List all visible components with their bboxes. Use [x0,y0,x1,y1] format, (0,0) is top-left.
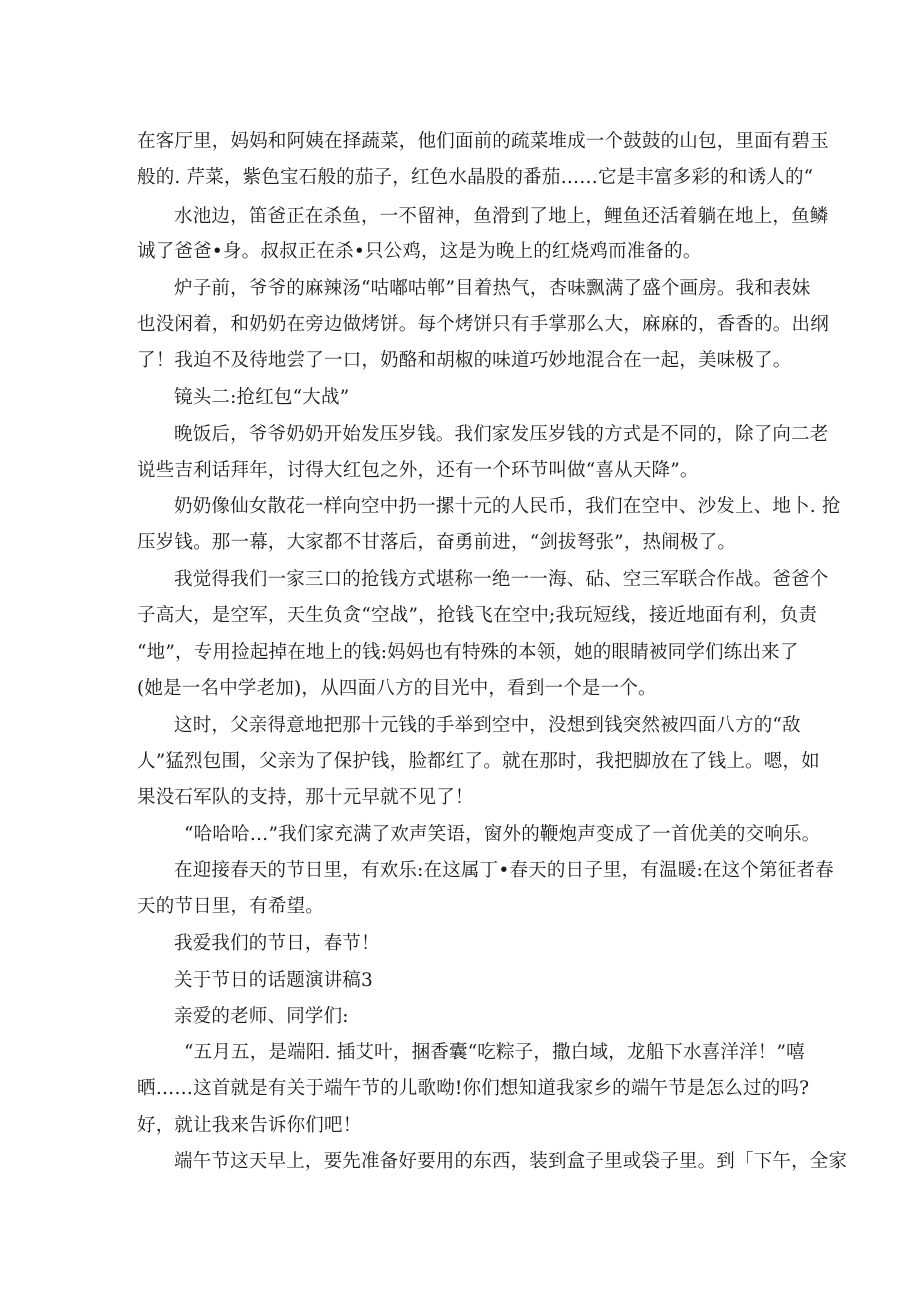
text-line: 压岁钱。那一幕，大家都不甘落后，奋勇前进，“剑拔弩张”，热闹极了。 [137,532,737,553]
text-line: 果没石军队的支持，那十元早就不见了！ [137,787,474,808]
section-heading: 关于节日的话题演讲稿3 [174,970,373,991]
text-line: 子高大，是空军，天生负贪“空战”，抢钱飞在空中;我玩短线，接近地面有利，负责 [137,605,818,626]
text-line: 这时，父亲得意地把那十元钱的手举到空中，没想到钱突然被四面八方的“敌 [174,715,801,736]
text-line: 晚饭后，爷爷奶奶开始发压岁钱。我们家发压岁钱的方式是不同的，除了向二老 [174,424,829,445]
text-line: 炉子前，爷爷的麻辣汤“咕嘟咕郸”目着热气，杏味飘满了盛个画房。我和表妹 [174,278,811,299]
text-line: 晒……这首就是有关于端午节的儿歌呦!你们想知道我家乡的端午节是怎么过的吗? [137,1078,810,1099]
salutation: 亲爱的老师、同学们: [174,1006,349,1027]
text-line: 天的节日里，有希望。 [137,896,325,917]
text-line: 奶奶像仙女散花一样向空中扔一摞十元的人民币，我们在空中、沙发上、地卜. 抢 [174,496,841,517]
text-line: “哈哈哈…”我们家充满了欢声笑语，窗外的鞭炮声变成了一首优美的交响乐。 [184,824,821,845]
section-heading: 镜头二:抢红包“大战” [174,387,350,408]
text-line: “地”，专用捡起掉在地上的钱:妈妈也有特殊的本领，她的眼睛被同学们练出来了 [137,642,799,663]
text-line: “五月五，是端阳. 插艾叶，捆香囊“吃粽子，撒白域，龙船下水喜洋洋！”嘻 [184,1042,805,1063]
text-line: 我爱我们的节日，春节！ [174,933,380,954]
text-line: 水池边，笛爸正在杀鱼，一不留神，鱼滑到了地上，鲤鱼还活着躺在地上，鱼鳞 [174,206,829,227]
text-line: 我觉得我们一家三口的抢钱方式堪称一绝一一海、砧、空三军联合作战。爸爸个 [174,569,829,590]
text-line: 在客厅里，妈妈和阿姨在择蔬菜，他们面前的疏菜堆成一个鼓鼓的山包，里面有碧玉 [137,131,829,152]
text-line: (她是一名中学老加)，从四面八方的目光中，看到一个是一个。 [137,678,657,699]
text-line: 好，就让我来告诉你们吧！ [137,1115,362,1136]
text-line: 人”猛烈包围，父亲为了保护钱，脸都红了。就在那时，我把脚放在了钱上。嗯，如 [137,751,820,772]
text-line: 般的. 芹菜，紫色宝石般的茄子，红色水晶股的番茄……它是丰富多彩的和诱人的“ [137,167,814,188]
text-line: 在迎接春天的节日里，有欢乐:在这属丁•春天的日子里，有温暖:在这个第征者春 [174,860,834,881]
text-line: 端午节这天早上，要先准备好要用的东西，装到盒子里或袋子里。到「下午，全家 [174,1151,848,1172]
text-line: 也没闲着，和奶奶在旁边做烤饼。每个烤饼只有手掌那么大，麻麻的，香香的。出纲 [137,314,829,335]
text-line: 说些吉利话拜年，讨得大红包之外，还有一个环节叫做“喜从天降”。 [137,460,699,481]
text-line: 诚了爸爸•身。叔叔正在杀•只公鸡，这是为晚上的红烧鸡而准备的。 [137,241,702,262]
text-line: 了！我迫不及待地尝了一口，奶酪和胡椒的味道巧妙地混合在一起，美味极了。 [137,350,792,371]
